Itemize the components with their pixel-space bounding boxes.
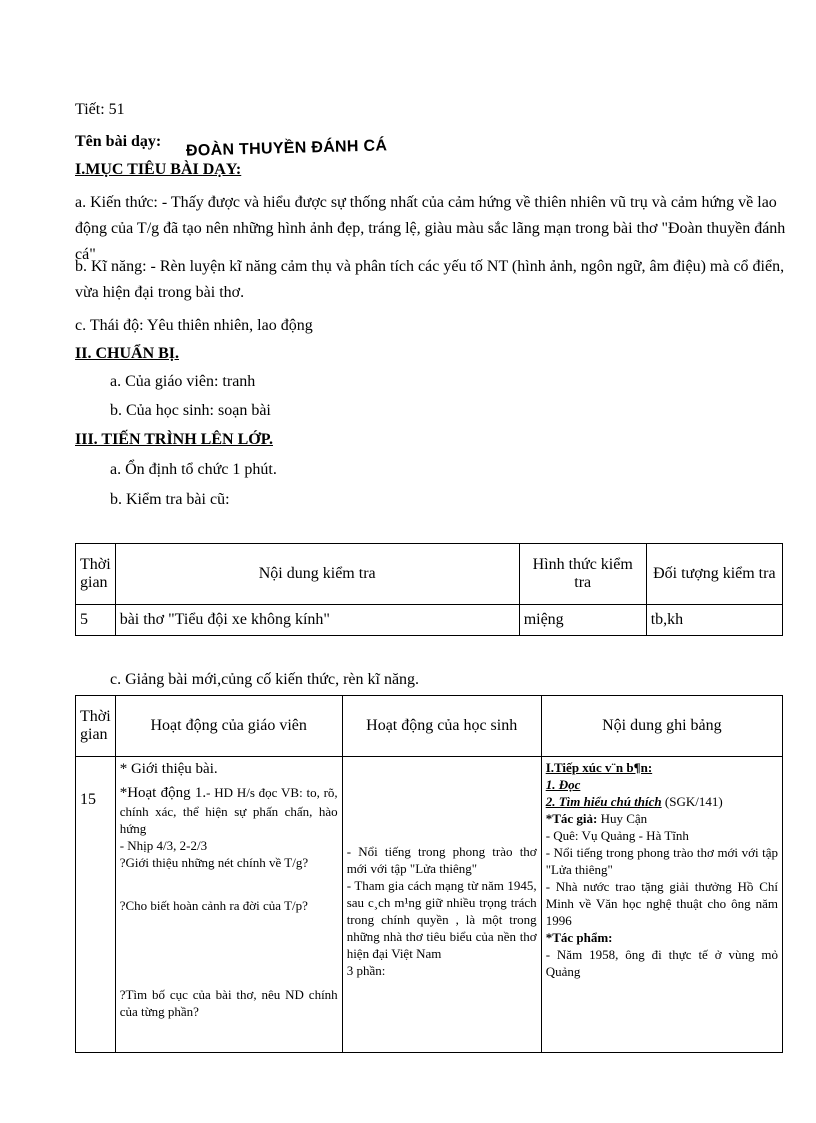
section2-title: II. CHUẨN BỊ.	[75, 345, 180, 362]
lesson-name-label: Tên bài dạy:	[75, 133, 162, 150]
cell-board	[541, 757, 782, 1053]
board-notes	[546, 793, 778, 810]
board-author-name: Huy Cận	[597, 811, 648, 826]
step-organize: a. Ổn định tổ chức 1 phút.	[110, 461, 277, 478]
cell-time: 5	[76, 605, 116, 636]
board-notes-title: 2. Tìm hiểu chú thích	[545, 794, 662, 809]
step-check: b. Kiểm tra bài cũ:	[110, 491, 230, 508]
cell-student	[342, 757, 541, 1053]
board-award: - Nhà nước trao tặng giải thưởng Hồ Chí Minh về Văn học nghệ thuật cho ông năm 1996	[545, 879, 778, 928]
objective-attitude: c. Thái độ: Yêu thiên nhiên, lao động	[75, 317, 313, 334]
board-work-text: - Năm 1958, ông đi thực tế ở vùng mỏ Quảng	[545, 947, 778, 979]
header-teacher: Hoạt động của giáo viên	[115, 696, 342, 757]
cell-content: bài thơ "Tiểu đội xe không kính"	[115, 605, 519, 636]
cell-form: miệng	[519, 605, 646, 636]
board-author	[546, 810, 778, 827]
header-target: Đối tượng kiểm tra	[646, 544, 782, 605]
board-work-label: *Tác phẩm:	[545, 930, 613, 945]
objective-skills: b. Kĩ năng: - Rèn luyện kĩ năng cảm thụ và phân tích các yếu tố NT (hình ảnh, ngôn ngữ, âm điệu) mà cổ điển, vừa hiện đại trong bài thơ.	[75, 258, 785, 301]
header-student: Hoạt động của học sinh	[342, 696, 541, 757]
header-time: Thời gian	[76, 696, 116, 757]
activity-title: *Hoạt động 1.	[119, 785, 207, 801]
student-answer-career: - Tham gia cách mạng từ năm 1945, sau c¸ch m¹ng giữ nhiều trọng trách trong chính quyền , là một trong những nhà thơ tiêu biểu của nền thơ hiện đại Việt Nam	[346, 878, 537, 961]
prep-student: b. Của học sinh: soạn bài	[110, 402, 271, 419]
section3-title: III. TIẾN TRÌNH LÊN LỚP.	[75, 431, 273, 448]
objective-knowledge: a. Kiến thức: - Thấy được và hiểu được sự thống nhất của cảm hứng về thiên nhiên vũ trụ và cảm hứng về lao động của T/g đã tạo nên những hình ảnh đẹp, tráng lệ, giàu màu sắc lãng mạn trong bài thơ "Đoàn thuyền đánh cá"	[75, 194, 786, 263]
table-header-row	[76, 544, 783, 605]
lesson-title: ĐOÀN THUYỀN ĐÁNH CÁ	[185, 137, 388, 160]
cell-teacher	[115, 757, 342, 1053]
teacher-rhythm: - Nhịp 4/3, 2-2/3	[119, 838, 208, 853]
lesson-table	[75, 695, 783, 1053]
header-content: Nội dung kiểm tra	[115, 544, 519, 605]
teacher-question-context: ?Cho biết hoàn cảnh ra đời của T/p?	[119, 898, 308, 913]
section1-title: I.MỤC TIÊU BÀI DẠY:	[75, 161, 242, 178]
table-header-row	[76, 696, 783, 757]
check-table	[75, 543, 783, 636]
header-board: Nội dung ghi bảng	[541, 696, 782, 757]
board-notes-ref: (SGK/141)	[661, 794, 723, 809]
board-author-label: *Tác giả:	[545, 811, 598, 826]
prep-teacher: a. Của giáo viên: tranh	[110, 373, 256, 390]
header-form: Hình thức kiểm tra	[519, 544, 646, 605]
board-read: 1. Đọc	[545, 777, 581, 792]
teacher-activity	[120, 783, 338, 837]
lesson-number: Tiết: 51	[75, 101, 125, 118]
board-hometown: - Quê: Vụ Quảng - Hà Tĩnh	[545, 828, 689, 843]
teacher-question-author: ?Giới thiệu những nét chính về T/g?	[119, 855, 309, 870]
table-row	[76, 757, 783, 1053]
teacher-intro: * Giới thiệu bài.	[119, 761, 218, 777]
activity-text: - HD H/s đọc VB: to, rõ, chính xác, thể hiện sự phấn chấn, hào hứng	[119, 785, 338, 836]
cell-target: tb,kh	[646, 605, 782, 636]
teacher-question-structure: ?Tìm bố cục của bài thơ, nêu ND chính của từng phần?	[119, 987, 338, 1019]
header-time: Thời gian	[76, 544, 116, 605]
student-answer-structure: 3 phần:	[346, 963, 386, 978]
board-fame: - Nổi tiếng trong phong trào thơ mới với tập "Lửa thiêng"	[545, 845, 778, 877]
board-heading: I.Tiếp xúc v¨n b¶n:	[545, 760, 653, 775]
cell-time: 15	[76, 757, 116, 1053]
step-new-lesson: c. Giảng bài mới,củng cố kiến thức, rèn kĩ năng.	[110, 671, 420, 688]
table-row	[76, 605, 783, 636]
student-answer-fame: - Nổi tiếng trong phong trào thơ mới với tập "Lửa thiêng"	[346, 844, 537, 876]
